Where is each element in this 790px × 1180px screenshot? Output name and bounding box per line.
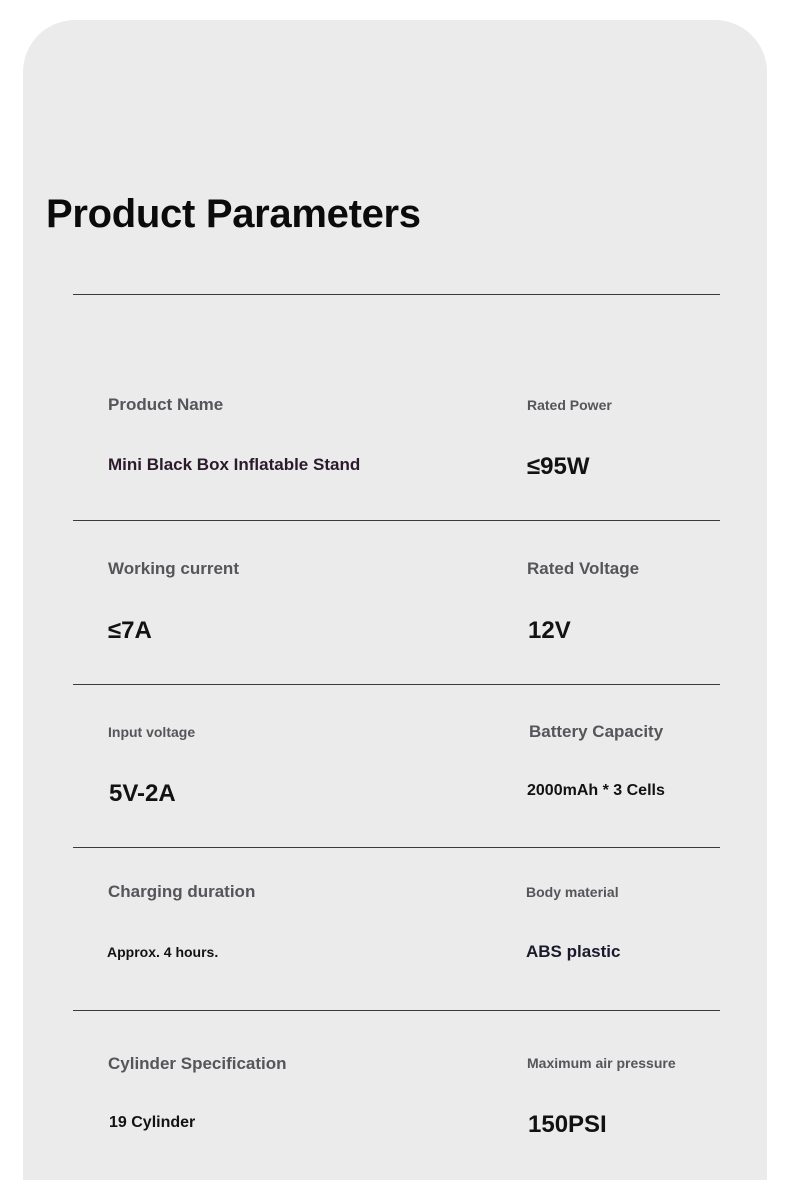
param-label-battery-capacity: Battery Capacity	[529, 722, 664, 741]
param-label-rated-voltage: Rated Voltage	[527, 559, 640, 578]
divider	[73, 684, 720, 685]
divider	[73, 520, 720, 521]
param-value-rated-voltage: 12V	[528, 617, 571, 644]
param-label-body-material: Body material	[526, 884, 619, 900]
param-value-product-name: Mini Black Box Inflatable Stand	[108, 455, 361, 474]
divider	[73, 1010, 720, 1011]
divider	[73, 294, 720, 295]
param-label-maximum-air-pressure: Maximum air pressure	[527, 1055, 676, 1071]
param-label-working-current: Working current	[108, 559, 239, 578]
page-title: Product Parameters	[46, 192, 421, 236]
param-value-cylinder-specification: 19 Cylinder	[109, 1114, 196, 1131]
param-value-input-voltage: 5V-2A	[109, 780, 176, 807]
param-value-body-material: ABS plastic	[526, 942, 621, 961]
param-value-battery-capacity: 2000mAh * 3 Cells	[527, 782, 665, 799]
param-label-rated-power: Rated Power	[527, 397, 612, 413]
param-value-rated-power: ≤95W	[527, 453, 590, 480]
param-label-product-name: Product Name	[108, 395, 224, 414]
param-value-working-current: ≤7A	[108, 617, 152, 644]
divider	[73, 847, 720, 848]
param-value-charging-duration: Approx. 4 hours.	[107, 944, 219, 960]
param-label-charging-duration: Charging duration	[108, 882, 256, 901]
param-label-cylinder-specification: Cylinder Specification	[108, 1054, 287, 1073]
param-value-maximum-air-pressure: 150PSI	[528, 1111, 607, 1138]
param-label-input-voltage: Input voltage	[108, 724, 196, 740]
